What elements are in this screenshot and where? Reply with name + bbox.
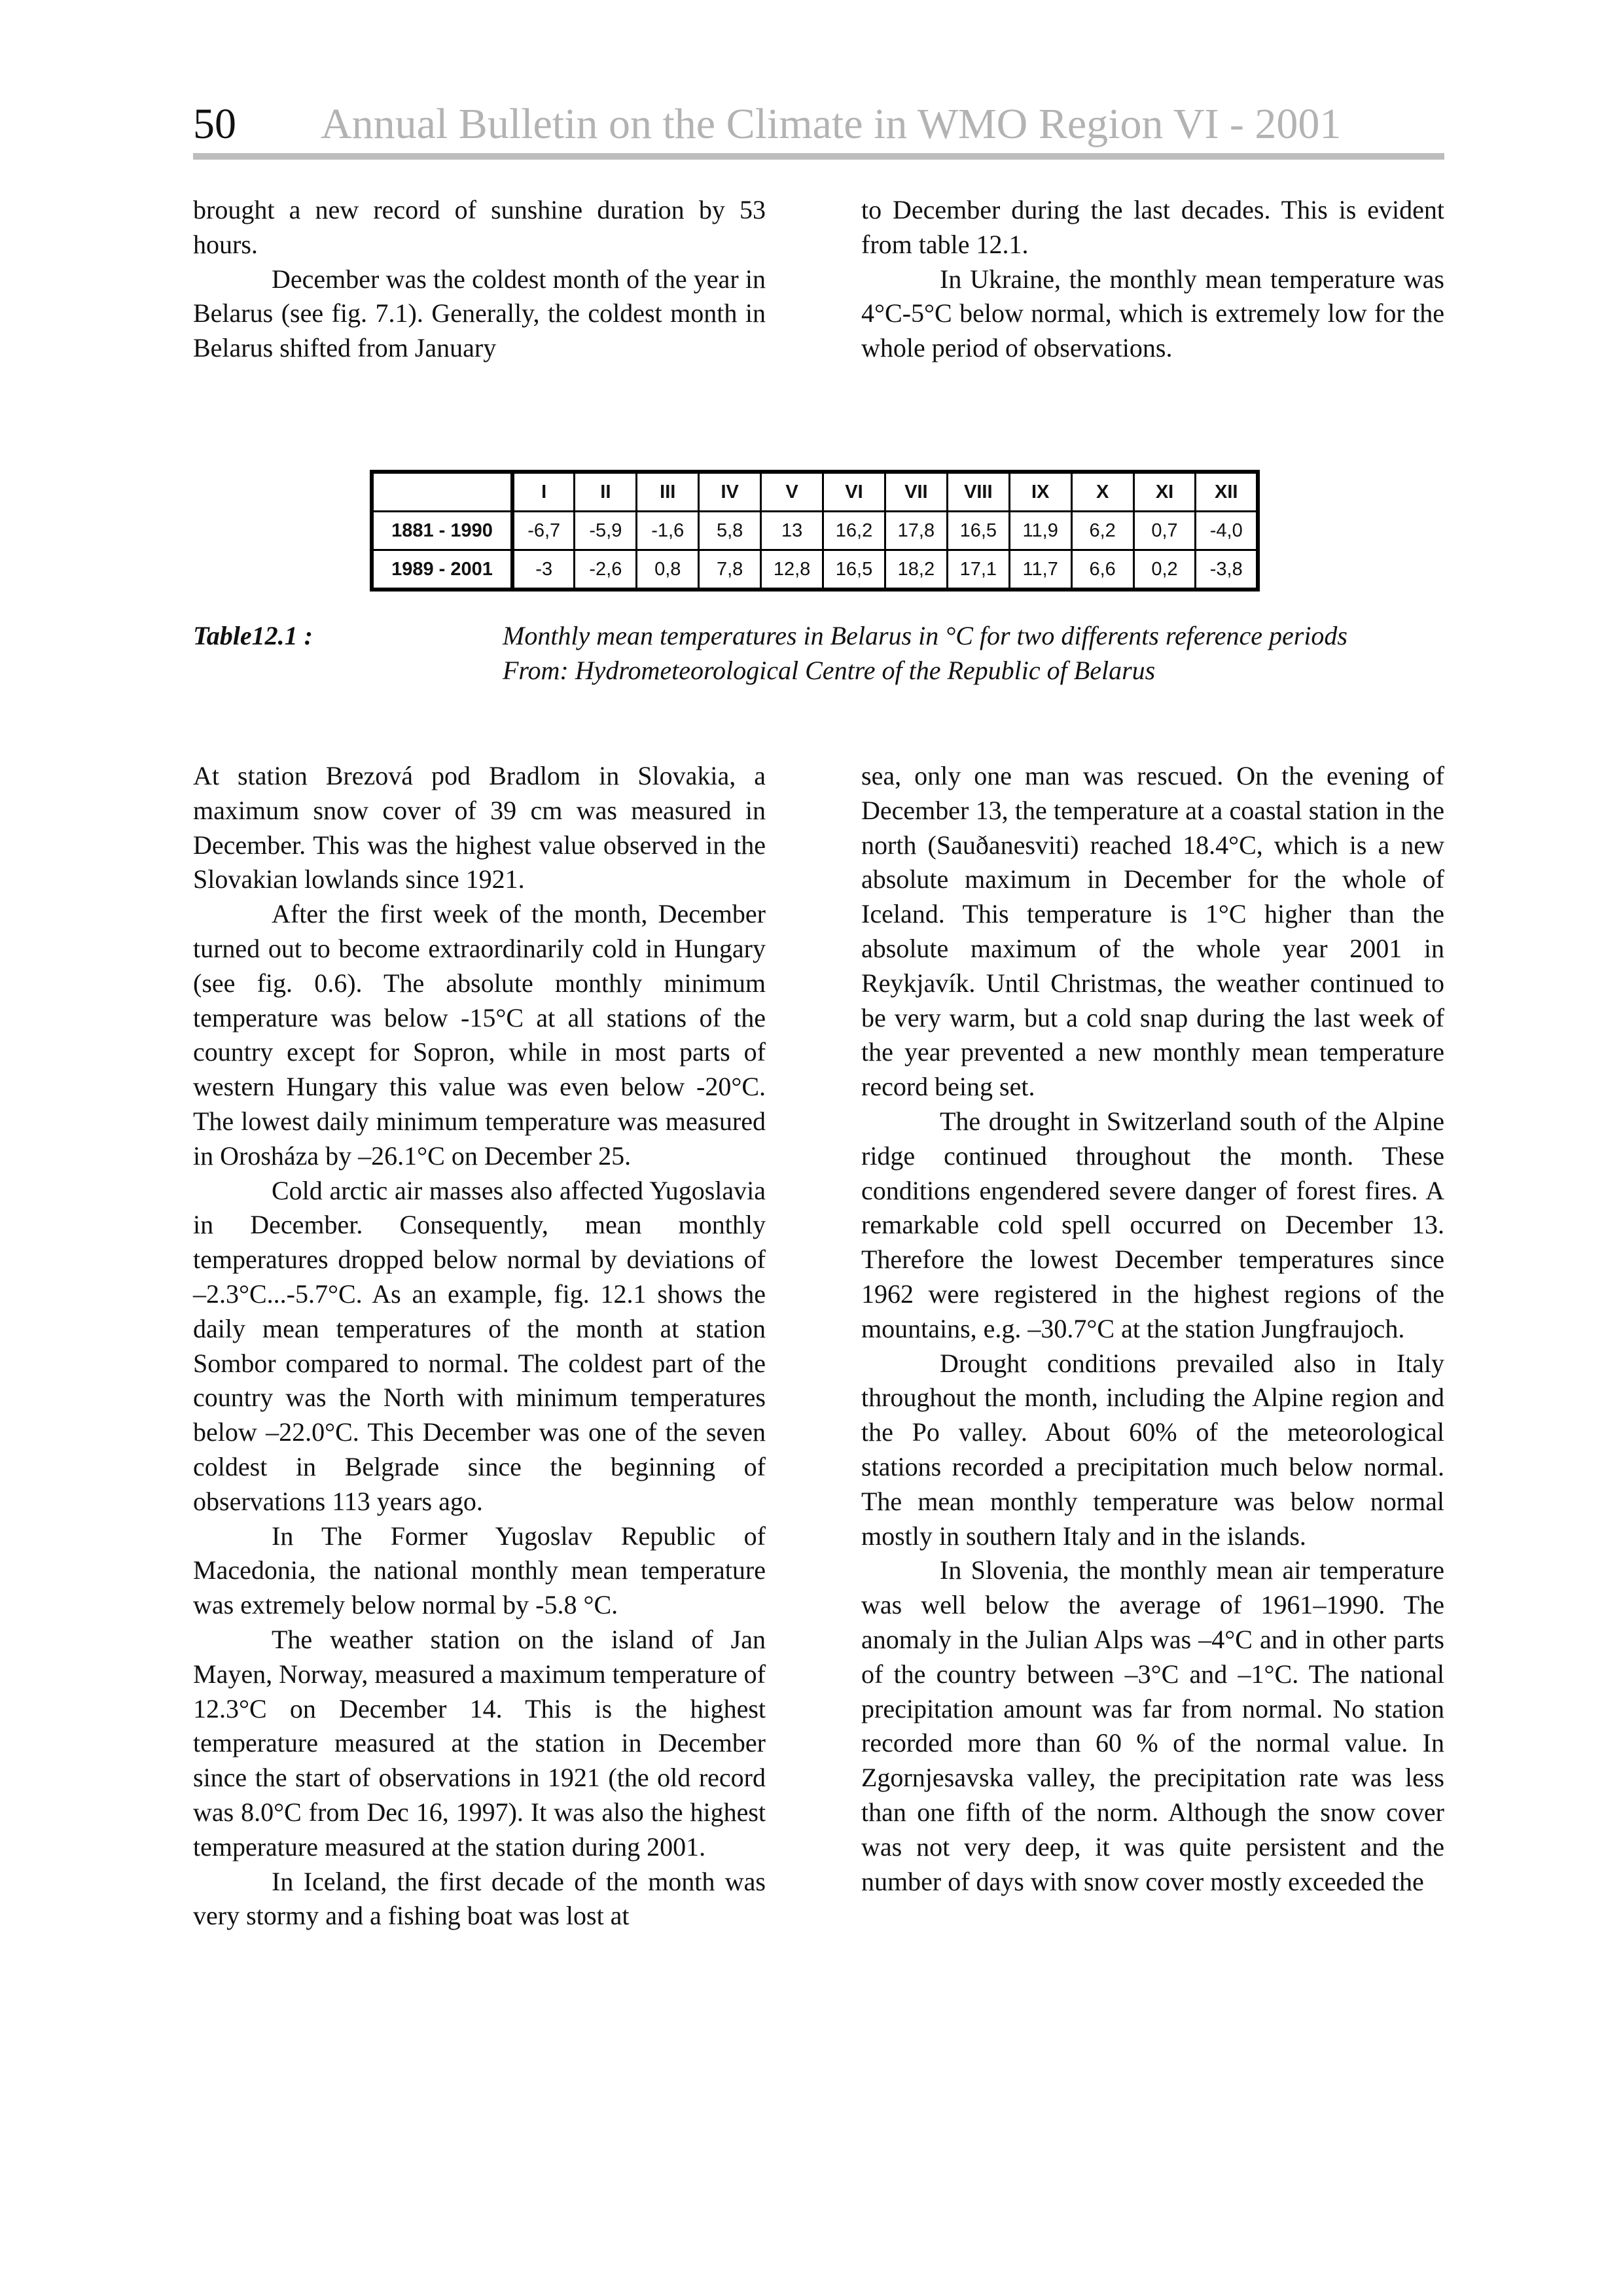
month-header: XII: [1196, 472, 1258, 512]
period-label: 1989 - 2001: [372, 550, 512, 590]
running-title: Annual Bulletin on the Climate in WMO Region VI - 2001: [321, 100, 1342, 148]
top-right-column: [861, 193, 1444, 366]
table-caption-label: Table12.1 :: [193, 621, 313, 650]
paragraph: In Slovenia, the monthly mean air temperature was well below the average of 1961–1990. The anomaly in the Julian Alps was –4°C and in other parts of the country between –3°C and –1°C. The national precipitation amount was far from normal. No station recorded more than 60 % of the normal value. In Zgornjesavska valley, the precipitation rate was less than one fifth of the norm. Although the snow cover was not very deep, it was quite persistent and the number of days with snow cover mostly exceeded the: [861, 1555, 1444, 1896]
table-cell: -2,6: [575, 550, 637, 590]
paragraph: Drought conditions prevailed also in Italy throughout the month, including the Alpine region and the Po valley. About 60% of the meteorological stations recorded a precipitation much below normal. The mean monthly temperature was below normal mostly in southern Italy and in the islands.: [861, 1348, 1444, 1551]
month-header: I: [512, 472, 575, 512]
paragraph: After the first week of the month, December turned out to become extraordinarily cold in Hungary (see fig. 0.6). The absolute monthly minimum temperature was below -15°C at all stations of the country except for Sopron, while in most parts of western Hungary this value was even below -20°C. The lowest daily minimum temperature was measured in Orosháza by –26.1°C on December 25.: [193, 899, 766, 1171]
table-cell: 16,2: [823, 512, 885, 550]
table-cell: 13: [761, 512, 823, 550]
month-header: IV: [699, 472, 761, 512]
table-cell: 0,2: [1133, 550, 1196, 590]
paragraph: In The Former Yugoslav Republic of Macedonia, the national monthly mean temperature was extremely below normal by -5.8 °C.: [193, 1521, 766, 1620]
table-cell: 6,6: [1071, 550, 1133, 590]
month-header: XI: [1133, 472, 1196, 512]
table-cell: 11,7: [1009, 550, 1071, 590]
page-number: 50: [193, 100, 236, 148]
right-column: [861, 759, 1444, 1899]
month-header: VI: [823, 472, 885, 512]
table-cell: 17,8: [885, 512, 947, 550]
month-header: VII: [885, 472, 947, 512]
paragraph: In Ukraine, the monthly mean temperature was 4°C-5°C below normal, which is extremely low for the whole period of observations.: [861, 264, 1444, 363]
table-cell: 7,8: [699, 550, 761, 590]
temperature-table: [370, 470, 1260, 592]
page-header: [193, 95, 1444, 158]
paragraph: brought a new record of sunshine duration by 53 hours.: [193, 195, 766, 259]
table-cell: -4,0: [1196, 512, 1258, 550]
table-cell: 5,8: [699, 512, 761, 550]
table-row: [372, 512, 1258, 550]
table-cell: -3: [512, 550, 575, 590]
month-header: III: [637, 472, 699, 512]
table-cell: 18,2: [885, 550, 947, 590]
month-header: IX: [1009, 472, 1071, 512]
month-header: VIII: [947, 472, 1009, 512]
top-left-column: [193, 193, 766, 366]
table-cell: 16,5: [823, 550, 885, 590]
table-cell: 0,8: [637, 550, 699, 590]
header-rule: [193, 153, 1444, 160]
caption-text: Monthly mean temperatures in Belarus in °C for two differents reference periods: [503, 621, 1347, 650]
table-header-row: [372, 472, 1258, 512]
paragraph: In Iceland, the first decade of the month was very stormy and a fishing boat was lost at: [193, 1866, 766, 1931]
paragraph: At station Brezová pod Bradlom in Slovakia, a maximum snow cover of 39 cm was measured in December. This was the highest value observed in the Slovakian lowlands since 1921.: [193, 761, 766, 894]
paragraph: sea, only one man was rescued. On the evening of December 13, the temperature at a coastal station in the north (Sauðanesviti) reached 18.4°C, which is a new absolute maximum in December for the whole of Iceland. This temperature is 1°C higher than the absolute maximum of the whole year 2001 in Reykjavík. Until Christmas, the weather continued to be very warm, but a cold snap during the last week of the year prevented a new monthly mean temperature record being set.: [861, 761, 1444, 1102]
table-cell: 16,5: [947, 512, 1009, 550]
month-header: II: [575, 472, 637, 512]
paragraph: The drought in Switzerland south of the Alpine ridge continued throughout the month. These conditions engendered severe danger of forest fires. A remarkable cold spell occurred on December 13. Therefore the lowest December temperatures since 1962 were registered in the highest regions of the mountains, e.g. –30.7°C at the station Jungfraujoch.: [861, 1106, 1444, 1343]
table-cell: 17,1: [947, 550, 1009, 590]
left-column: [193, 759, 766, 1934]
month-header: V: [761, 472, 823, 512]
paragraph: December was the coldest month of the year in Belarus (see fig. 7.1). Generally, the coldest month in Belarus shifted from January: [193, 264, 766, 363]
table-cell: -3,8: [1196, 550, 1258, 590]
table-corner-cell: [372, 472, 512, 512]
caption-source: From: Hydrometeorological Centre of the Republic of Belarus: [503, 655, 1156, 685]
table-cell: -6,7: [512, 512, 575, 550]
paragraph: to December during the last decades. This is evident from table 12.1.: [861, 195, 1444, 259]
month-header: X: [1071, 472, 1133, 512]
table-cell: 6,2: [1071, 512, 1133, 550]
table-caption: [503, 619, 1444, 688]
period-label: 1881 - 1990: [372, 512, 512, 550]
table-cell: 0,7: [1133, 512, 1196, 550]
table-cell: 12,8: [761, 550, 823, 590]
table-cell: -5,9: [575, 512, 637, 550]
table-cell: 11,9: [1009, 512, 1071, 550]
paragraph: The weather station on the island of Jan Mayen, Norway, measured a maximum temperature of 12.3°C on December 14. This is the highest temperature measured at the station in December since the start of observations in 1921 (the old record was 8.0°C from Dec 16, 1997). It was also the highest temperature measured at the station during 2001.: [193, 1624, 766, 1862]
table-row: [372, 550, 1258, 590]
table-cell: -1,6: [637, 512, 699, 550]
paragraph: Cold arctic air masses also affected Yugoslavia in December. Consequently, mean monthly temperatures dropped below normal by deviations of –2.3°C...-5.7°C. As an example, fig. 12.1 shows the daily mean temperatures of the month at station Sombor compared to normal. The coldest part of the country was the North with minimum temperatures below –22.0°C. This December was one of the seven coldest in Belgrade since the beginning of observations 113 years ago.: [193, 1175, 766, 1516]
